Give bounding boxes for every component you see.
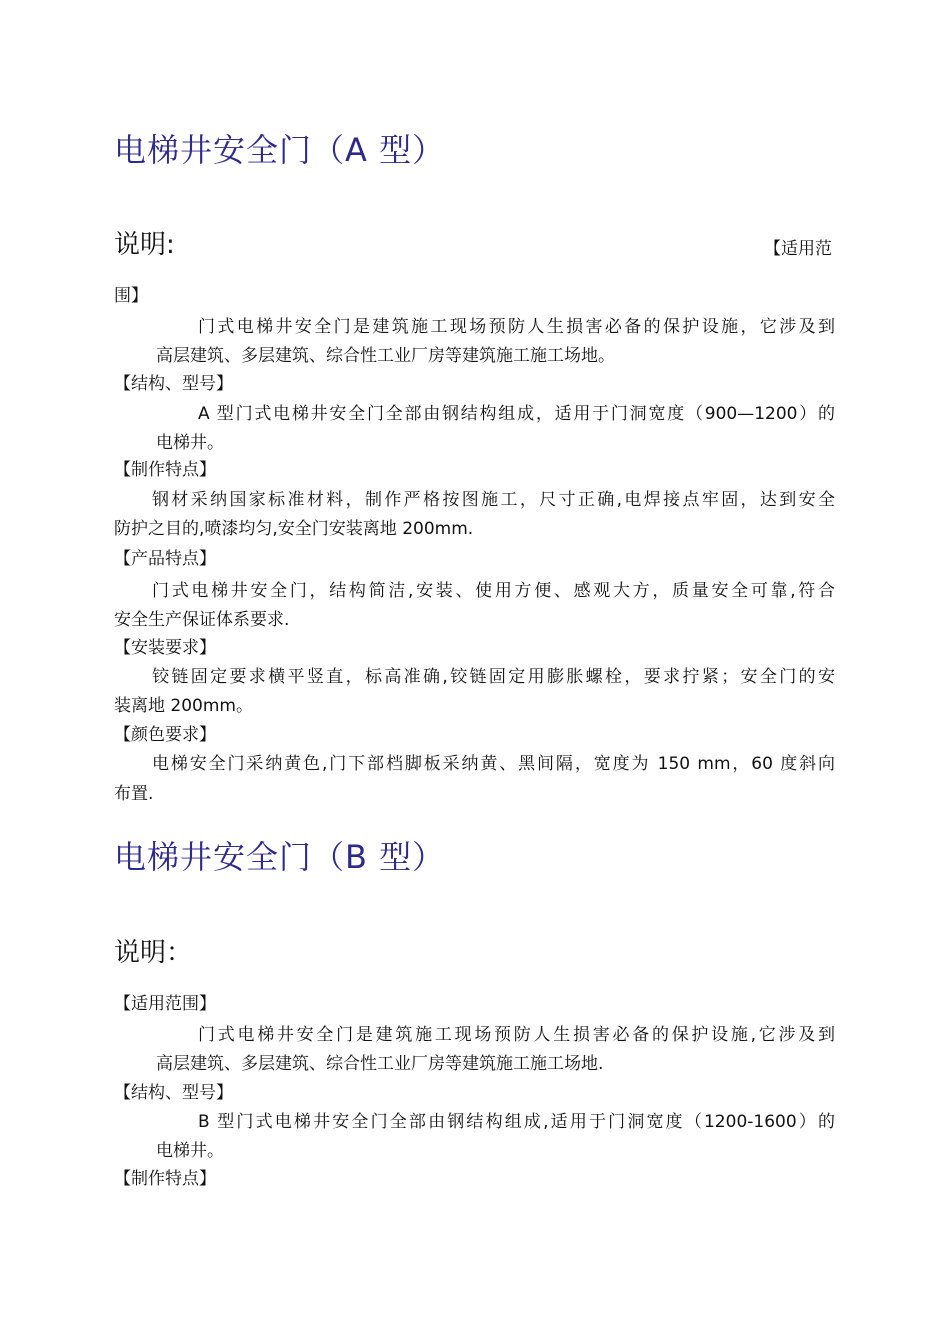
section-b-structure-line2: 电梯井。 bbox=[156, 1141, 224, 1161]
section-a-scope-line1: 门式电梯井安全门是建筑施工现场预防人生损害必备的保护设施，它涉及到 bbox=[198, 317, 835, 337]
section-b-heading: 说明： bbox=[114, 938, 193, 968]
section-a-scope-tag-part2: 围】 bbox=[114, 286, 148, 306]
section-a-making-line2: 防护之目的,喷漆均匀,安全门安装离地 200mm. bbox=[114, 519, 474, 539]
section-a-scope-line2: 高层建筑、多层建筑、综合性工业厂房等建筑施工施工场地。 bbox=[156, 346, 615, 366]
section-a-install-line2: 装离地 200mm。 bbox=[114, 696, 253, 716]
section-a-color-line1: 电梯安全门采纳黄色,门下部档脚板采纳黄、黑间隔，宽度为 150 mm，60 度斜向 bbox=[152, 754, 835, 774]
section-b-title: 电梯井安全门（B 型） bbox=[114, 838, 446, 876]
section-a-product-line1: 门式电梯井安全门，结构简洁,安装、使用方便、感观大方，质量安全可靠,符合 bbox=[152, 581, 835, 601]
section-b-structure-tag: 【结构、型号】 bbox=[114, 1083, 233, 1103]
section-a-product-line2: 安全生产保证体系要求. bbox=[114, 610, 290, 630]
section-b-scope-line1: 门式电梯井安全门是建筑施工现场预防人生损害必备的保护设施,它涉及到 bbox=[198, 1025, 835, 1045]
section-a-structure-tag: 【结构、型号】 bbox=[114, 374, 233, 394]
section-a-color-tag: 【颜色要求】 bbox=[114, 725, 216, 745]
section-b-structure-line1: B 型门式电梯井安全门全部由钢结构组成,适用于门洞宽度（1200-1600）的 bbox=[198, 1112, 835, 1132]
section-a-color-line2: 布置. bbox=[114, 784, 154, 804]
section-a-title: 电梯井安全门（A 型） bbox=[114, 131, 446, 169]
section-a-install-tag: 【安装要求】 bbox=[114, 638, 216, 658]
section-a-making-tag: 【制作特点】 bbox=[114, 460, 216, 480]
section-a-heading: 说明: bbox=[114, 230, 175, 260]
section-a-scope-tag-part1: 【适用范 bbox=[764, 239, 832, 259]
section-b-scope-tag: 【适用范围】 bbox=[114, 994, 216, 1014]
section-a-install-line1: 铰链固定要求横平竖直，标高准确,铰链固定用膨胀螺栓，要求拧紧；安全门的安 bbox=[152, 667, 835, 687]
section-a-product-tag: 【产品特点】 bbox=[114, 549, 216, 569]
section-a-structure-line2: 电梯井。 bbox=[156, 433, 224, 453]
section-b-scope-line2: 高层建筑、多层建筑、综合性工业厂房等建筑施工施工场地. bbox=[156, 1054, 604, 1074]
section-a-structure-line1: A 型门式电梯井安全门全部由钢结构组成，适用于门洞宽度（900—1200）的 bbox=[198, 404, 835, 424]
section-a-making-line1: 钢材采纳国家标准材料，制作严格按图施工，尺寸正确,电焊接点牢固，达到安全 bbox=[152, 490, 835, 510]
section-b-making-tag: 【制作特点】 bbox=[114, 1169, 216, 1189]
